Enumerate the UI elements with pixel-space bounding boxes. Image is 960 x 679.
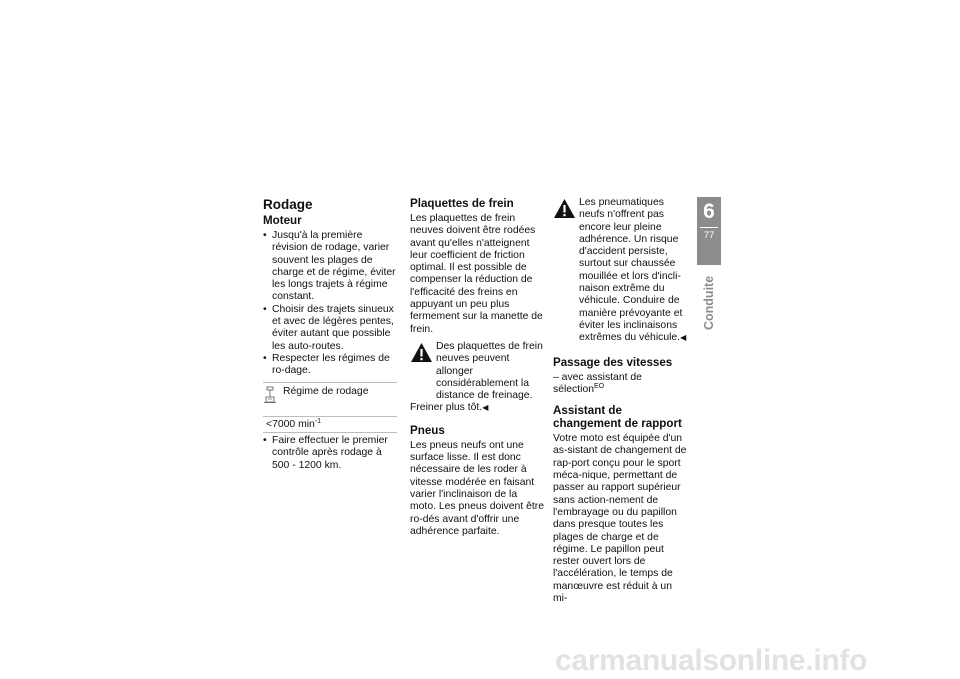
chapter-title-vertical: Conduite: [702, 275, 716, 330]
page-number: 77: [703, 230, 715, 241]
chapter-number: 6: [703, 200, 715, 223]
subheading-moteur: Moteur: [263, 214, 302, 227]
tab-divider: [700, 227, 718, 228]
warning-text-pneus: Les pneumatiques neufs n'offrent pas encore leur pleine adhérence. Un risque d'accident persiste, surtout sur chaussée mouillée et lors d'incli-naison extrême du véhicule. Conduire de manière prévoyante et éviter les inclinaisons extrêmes du véhicule.◀: [579, 197, 687, 344]
column-rodage: [263, 197, 397, 472]
option-code: EO: [594, 382, 605, 390]
warning-block-freins: [410, 341, 544, 402]
warning-instruction: Freiner plus tôt.◀: [410, 402, 489, 414]
warning-triangle-icon: [410, 342, 433, 363]
speed-value: <7000 min: [266, 418, 315, 430]
paragraph-pneus: Les pneus neufs ont une surface lisse. Il est donc nécessaire de les roder à vitesse modérée en faisant varier l'inclinaison de la moto. Les pneus doivent être ro-dés avant d'offrir une adhérence parfaite.: [410, 439, 545, 537]
warning-block-pneus: [553, 197, 687, 345]
tachometer-icon: [263, 386, 283, 408]
paragraph-assistant: Votre moto est équipée d'un as-sistant de changement de rap-port conçu pour le sport méca-nique, permettant de passer au rapport supérieur sans action-nement de l'embrayage ou du papillon dans presque toutes les plages de charge et de régime. Le papillon peut rester ouvert lors de l'accélération, le temps de manœuvre est réduit à un mi-: [553, 433, 687, 605]
heading-rodage: Rodage: [263, 197, 313, 212]
warning-triangle-icon: [553, 198, 576, 219]
list-item: • Faire effectuer le premier contrôle après rodage à 500 - 1200 km.: [263, 435, 397, 472]
column-pneus-vitesses: [553, 197, 687, 605]
option-line: – avec assistant de sélection$^{EO}$: [553, 371, 642, 395]
paragraph-plaquettes: Les plaquettes de frein neuves doivent être rodées avant qu'elles n'atteignent leur coefficient de friction optimal. Il est possible de compenser la réduction de l'efficacité des freins en appuyant un peu plus fermement sur la manette de frein.: [410, 213, 543, 335]
warning-text-freins: Des plaquettes de frein neuves peuvent allonger considérablement la distance de freinage.: [436, 340, 543, 402]
table-value-row: [263, 417, 397, 432]
list-item: • Respecter les régimes de ro-dage.: [263, 353, 397, 378]
heading-pneus: Pneus: [410, 423, 445, 437]
heading-passage-des-vitesses: Passage des vitesses: [553, 355, 673, 369]
column-plaquettes: [410, 197, 544, 538]
end-mark-icon: ◀: [482, 403, 489, 413]
bullet-list-moteur: [263, 230, 397, 378]
watermark: carmanualsonline.info: [555, 644, 868, 677]
table-header-row: [263, 383, 397, 417]
table-header-label: Régime de rodage: [283, 385, 369, 397]
chapter-tab: [697, 197, 721, 265]
subheading-assistant: Assistant de changement de rapport: [553, 404, 682, 431]
speed-unit-exponent: -1: [314, 417, 322, 425]
list-item: • Choisir des trajets sinueux et avec de légères pentes, éviter autant que possible les auto-routes.: [263, 304, 397, 353]
running-in-speed-table: [263, 382, 397, 434]
end-mark-icon: ◀: [680, 333, 687, 343]
bullet-list-controle: [263, 435, 397, 472]
heading-plaquettes-de-frein: Plaquettes de frein: [410, 197, 514, 210]
list-item: • Jusqu'à la première révision de rodage, varier souvent les plages de charge et de régime, éviter les longs trajets à régime constant.: [263, 230, 397, 304]
